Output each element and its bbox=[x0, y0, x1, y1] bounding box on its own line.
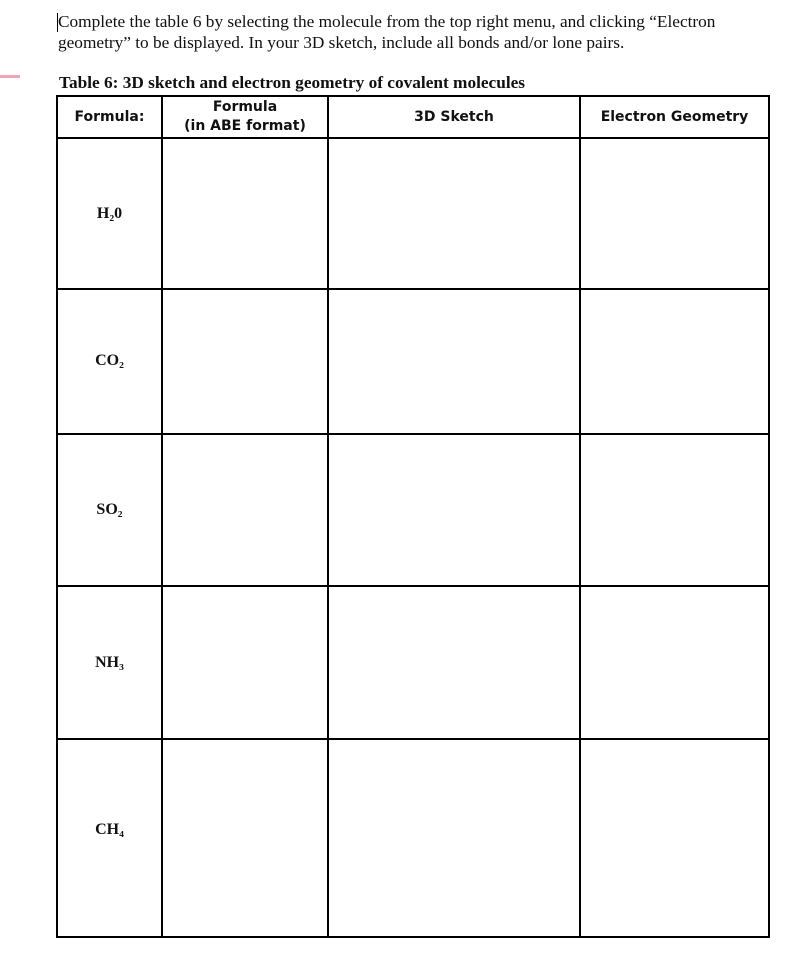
table-row bbox=[57, 739, 769, 937]
table-row bbox=[57, 586, 769, 739]
instructions-line-2: geometry” to be displayed. In your 3D sketch, include all bonds and/or lone pairs. bbox=[58, 33, 625, 52]
sketch-cell[interactable] bbox=[328, 586, 580, 739]
formula-cell: H₂0 bbox=[57, 138, 162, 289]
table-row bbox=[57, 289, 769, 434]
table-caption: Table 6: 3D sketch and electron geometry of covalent molecules bbox=[59, 73, 526, 92]
margin-marker bbox=[0, 75, 20, 78]
abe-cell[interactable] bbox=[162, 586, 328, 739]
sketch-cell[interactable] bbox=[328, 434, 580, 587]
header-abe-format bbox=[162, 96, 328, 138]
table-row bbox=[57, 138, 769, 289]
geometry-cell[interactable] bbox=[580, 586, 769, 739]
header-formula: Formula: bbox=[57, 96, 162, 138]
formula-cell: NH₃ bbox=[57, 586, 162, 739]
formula-cell-wrapper bbox=[57, 739, 162, 937]
sketch-cell[interactable] bbox=[328, 289, 580, 434]
molecule-table bbox=[56, 95, 770, 938]
formula-cell: SO₂ bbox=[57, 434, 162, 587]
formula-cell: CO₂ bbox=[57, 289, 162, 434]
table-row bbox=[57, 434, 769, 587]
instructions bbox=[58, 11, 778, 53]
header-abe-line-2: (in ABE format) bbox=[184, 118, 306, 135]
sketch-cell[interactable] bbox=[328, 739, 580, 937]
header-3d-sketch: 3D Sketch bbox=[328, 96, 580, 138]
instructions-line-1: Complete the table 6 by selecting the molecule from the top right menu, and clicking “Electron bbox=[58, 12, 716, 31]
geometry-cell[interactable] bbox=[580, 289, 769, 434]
abe-cell[interactable] bbox=[162, 138, 328, 289]
abe-cell[interactable] bbox=[162, 739, 328, 937]
header-row bbox=[57, 96, 769, 138]
sketch-cell[interactable] bbox=[328, 138, 580, 289]
abe-cell[interactable] bbox=[162, 434, 328, 587]
geometry-cell[interactable] bbox=[580, 434, 769, 587]
header-electron-geometry: Electron Geometry bbox=[580, 96, 769, 138]
formula-cell: CH₄ bbox=[95, 821, 124, 838]
geometry-cell[interactable] bbox=[580, 138, 769, 289]
abe-cell[interactable] bbox=[162, 289, 328, 434]
header-abe-line-1: Formula bbox=[212, 99, 278, 116]
geometry-cell[interactable] bbox=[580, 739, 769, 937]
